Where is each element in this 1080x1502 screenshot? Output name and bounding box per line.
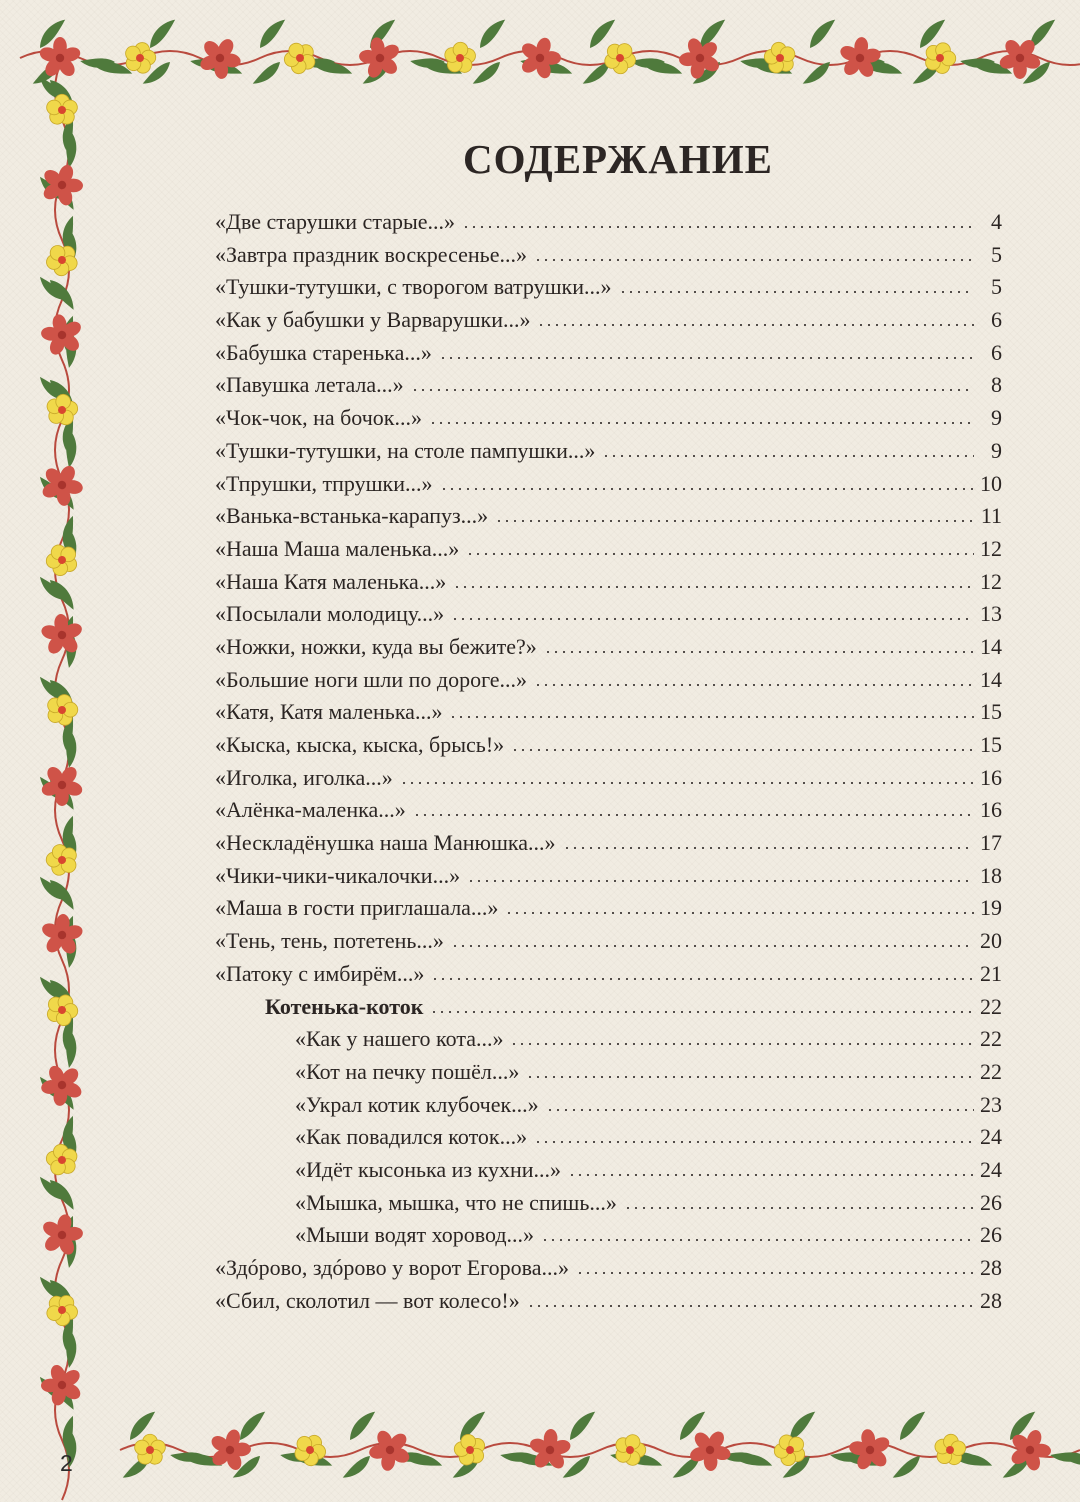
yellow-flower-icon xyxy=(45,94,80,127)
red-flower-icon xyxy=(40,764,84,806)
dot-leader xyxy=(505,912,974,914)
toc-entry xyxy=(215,468,1002,501)
toc-entry xyxy=(215,533,1002,566)
toc-entry-page: 16 xyxy=(980,764,1002,790)
dot-leader xyxy=(400,782,974,784)
toc-entry-title: «Ванька-встанька-карапуз...» xyxy=(215,503,489,529)
leaf-icon xyxy=(249,62,284,86)
leaf-icon xyxy=(799,62,834,86)
toc-entry xyxy=(215,1219,1002,1252)
toc-entry-page: 9 xyxy=(991,437,1002,463)
toc-entry-title: «Украл котик клубочек...» xyxy=(295,1091,539,1117)
dot-leader xyxy=(534,259,974,261)
dot-leader xyxy=(466,553,974,555)
toc-entry-title: «Нескладёнушка наша Манюшка...» xyxy=(215,830,556,856)
toc-entry-title: «Ножки, ножки, куда вы бежите?» xyxy=(215,633,537,659)
red-flower-icon xyxy=(33,1205,91,1264)
dot-leader xyxy=(495,520,974,522)
yellow-flower-icon xyxy=(38,237,86,284)
page-title: СОДЕРЖАНИЕ xyxy=(463,136,773,182)
toc-entry-page: 24 xyxy=(980,1124,1002,1150)
dot-leader xyxy=(602,455,974,457)
leaf-icon xyxy=(563,1410,601,1440)
toc-entry-title: «Мыши водят хоровод...» xyxy=(295,1222,535,1248)
dot-leader xyxy=(541,1239,974,1241)
toc-entry-page: 20 xyxy=(980,928,1002,954)
toc-entry xyxy=(215,729,1002,762)
leaf-icon xyxy=(143,18,181,48)
toc-entry-title: «Чики-чики-чикалочки...» xyxy=(215,862,461,888)
toc-entry-page: 8 xyxy=(991,372,1002,398)
toc-entry xyxy=(215,827,1002,860)
leaf-icon xyxy=(343,1410,381,1440)
toc-section-heading xyxy=(215,991,1002,1024)
red-flower-icon xyxy=(34,1358,90,1413)
toc-entry xyxy=(215,1089,1002,1122)
toc-entry xyxy=(215,696,1002,729)
toc-entry-page: 9 xyxy=(991,405,1002,431)
leaf-icon xyxy=(803,18,841,48)
yellow-flower-icon xyxy=(927,1427,973,1473)
dot-leader xyxy=(546,1109,974,1111)
toc-entry-title: «Две старушки старые...» xyxy=(215,209,456,234)
dot-leader xyxy=(451,945,974,947)
toc-entry xyxy=(215,598,1002,631)
toc-entry-page: 5 xyxy=(991,274,1002,300)
toc-entry-title: «Завтра праздник воскресенье...» xyxy=(215,241,527,267)
yellow-flower-icon xyxy=(42,390,80,430)
toc-entry xyxy=(215,1154,1002,1187)
toc-entry xyxy=(215,958,1002,991)
toc-entry-page: 22 xyxy=(980,1058,1002,1084)
dot-leader xyxy=(534,684,974,686)
dot-leader xyxy=(440,488,975,490)
toc-entry-page: 23 xyxy=(980,1091,1002,1117)
toc-entry-title: «Кот на печку пошёл...» xyxy=(295,1058,520,1084)
toc-entry xyxy=(215,1187,1002,1220)
yellow-flower-icon xyxy=(276,35,324,83)
dot-leader xyxy=(576,1272,974,1274)
toc-entry-page: 14 xyxy=(980,633,1002,659)
toc-entry-page: 4 xyxy=(991,209,1002,234)
toc-entry-page: 26 xyxy=(980,1189,1002,1215)
toc-entry-page: 18 xyxy=(980,862,1002,888)
dot-leader xyxy=(544,651,974,653)
toc-entry-title: «Тпрушки, тпрушки...» xyxy=(215,470,433,496)
toc-entry-page: 16 xyxy=(980,797,1002,823)
toc-entry-page: 5 xyxy=(991,241,1002,267)
dot-leader xyxy=(429,422,974,424)
dot-leader xyxy=(511,749,974,751)
toc-entry-title: «Мышка, мышка, что не спишь...» xyxy=(295,1189,617,1215)
toc-entry-page: 13 xyxy=(980,601,1002,627)
leaf-icon xyxy=(1050,1444,1080,1468)
toc-entry xyxy=(215,566,1002,599)
toc-entry-title: «Иголка, иголка...» xyxy=(215,764,393,790)
toc-entry-title: «Идёт кысонька из кухни...» xyxy=(295,1156,562,1182)
leaf-icon xyxy=(473,18,511,48)
red-flower-icon xyxy=(360,1420,421,1481)
toc-entry xyxy=(215,239,1002,272)
leaf-icon xyxy=(889,1456,924,1480)
dot-leader xyxy=(453,586,974,588)
toc-entry xyxy=(215,337,1002,370)
toc-entry-page: 14 xyxy=(980,666,1002,692)
toc-entry-page: 6 xyxy=(991,307,1002,333)
toc-entry-title: «Тушки-тутушки, на столе пампушки...» xyxy=(215,437,596,463)
red-flower-icon xyxy=(33,305,91,364)
toc-entry-title: «Как у нашего кота...» xyxy=(295,1026,504,1052)
toc-entry xyxy=(215,206,1002,239)
dot-leader xyxy=(439,357,974,359)
leaf-icon xyxy=(339,1456,374,1480)
toc-entry xyxy=(215,1285,1002,1318)
red-flower-icon xyxy=(519,36,561,80)
toc-entry xyxy=(215,271,1002,304)
toc-entry-page: 28 xyxy=(980,1287,1002,1313)
dot-leader xyxy=(413,814,974,816)
toc-entry-title: «Чок-чок, на бочок...» xyxy=(215,405,422,431)
toc-entry-title: Котенька-коток xyxy=(265,993,424,1019)
toc-entry xyxy=(215,631,1002,664)
toc-entry xyxy=(215,1121,1002,1154)
dot-leader xyxy=(411,389,974,391)
toc-entry-title: «Катя, Катя маленька...» xyxy=(215,699,443,725)
toc-entry xyxy=(215,794,1002,827)
toc-entry xyxy=(215,402,1002,435)
toc-entry-title: «Посылали молодицу...» xyxy=(215,601,445,627)
toc-entry-page: 24 xyxy=(980,1156,1002,1182)
leaf-icon xyxy=(559,1456,594,1480)
yellow-flower-icon xyxy=(40,838,84,881)
toc-entry xyxy=(215,500,1002,533)
dot-leader xyxy=(624,1207,974,1209)
toc-entry-title: «Как у бабушки у Варварушки...» xyxy=(215,307,531,333)
dot-leader xyxy=(430,1011,974,1013)
dot-leader xyxy=(462,226,974,228)
dot-leader xyxy=(534,1141,974,1143)
toc-entry-page: 17 xyxy=(980,830,1002,856)
toc-entry xyxy=(215,435,1002,468)
toc-entry-page: 19 xyxy=(980,895,1002,921)
yellow-flower-icon xyxy=(287,1428,333,1474)
toc-entry xyxy=(215,304,1002,337)
toc-entry-page: 12 xyxy=(980,568,1002,594)
toc-entry xyxy=(215,892,1002,925)
dot-leader xyxy=(451,618,974,620)
toc-entry-title: «Тень, тень, потетень...» xyxy=(215,928,444,954)
red-flower-icon xyxy=(840,1420,901,1481)
toc-entry-title: «Сбил, сколотил — вот колесо!» xyxy=(215,1287,520,1313)
page-number: 2 xyxy=(60,1450,73,1476)
toc-entry-title: «Патоку с имбирём...» xyxy=(215,960,425,986)
toc-entry-page: 6 xyxy=(991,339,1002,365)
toc-entry-page: 22 xyxy=(980,1026,1002,1052)
toc-entry-page: 15 xyxy=(980,732,1002,757)
toc-entry-title: «Алёнка-маленка...» xyxy=(215,797,406,823)
leaf-icon xyxy=(893,1410,931,1440)
toc-entry-title: «Наша Маша маленька...» xyxy=(215,535,460,561)
yellow-flower-icon xyxy=(756,34,804,82)
toc-entry-page: 21 xyxy=(980,960,1002,986)
dot-leader xyxy=(563,847,974,849)
toc-entry-page: 26 xyxy=(980,1222,1002,1248)
red-flower-icon xyxy=(32,605,93,666)
dot-leader xyxy=(449,716,974,718)
toc-entry-title: «Здóрово, здóрово у ворот Егорова...» xyxy=(215,1255,569,1280)
toc-entry-title: «Тушки-тутушки, с творогом ватрушки...» xyxy=(215,274,612,300)
dot-leader xyxy=(568,1174,974,1176)
toc-entry-title: «Большие ноги шли по дороге...» xyxy=(215,666,528,692)
leaf-icon xyxy=(253,18,291,48)
toc-entry-title: «Наша Катя маленька...» xyxy=(215,568,447,594)
toc-entry-page: 10 xyxy=(980,470,1002,496)
leaf-icon xyxy=(123,1410,161,1440)
toc-entry xyxy=(215,860,1002,893)
dot-leader xyxy=(619,291,974,293)
toc-entry xyxy=(215,369,1002,402)
toc-entry-title: «Как повадился коток...» xyxy=(295,1124,528,1150)
dot-leader xyxy=(526,1076,974,1078)
toc-entry-page: 11 xyxy=(980,503,1002,529)
table-of-contents xyxy=(215,206,1002,1317)
dot-leader xyxy=(467,880,974,882)
red-flower-icon xyxy=(524,1423,576,1477)
toc-entry xyxy=(215,664,1002,697)
toc-entry-page: 12 xyxy=(980,535,1002,561)
toc-entry-title: «Павушка летала...» xyxy=(215,372,404,398)
toc-entry-title: «Бабушка старенька...» xyxy=(215,339,432,365)
dot-leader xyxy=(431,978,974,980)
red-flower-icon xyxy=(34,158,90,213)
toc-entry xyxy=(215,1023,1002,1056)
toc-entry-page: 15 xyxy=(980,699,1002,725)
toc-entry xyxy=(215,762,1002,795)
toc-entry-page: 28 xyxy=(980,1255,1002,1280)
red-flower-icon xyxy=(32,905,93,966)
red-flower-icon xyxy=(830,29,889,87)
toc-entry-title: «Маша в гости приглашала...» xyxy=(215,895,499,921)
toc-entry xyxy=(215,925,1002,958)
dot-leader xyxy=(527,1305,974,1307)
toc-entry-page: 22 xyxy=(980,993,1002,1019)
dot-leader xyxy=(537,324,974,326)
dot-leader xyxy=(510,1043,974,1045)
red-flower-icon xyxy=(37,1060,86,1111)
toc-entry xyxy=(215,1056,1002,1089)
toc-entry xyxy=(215,1252,1002,1285)
toc-entry-title: «Кыска, кыска, кыска, брысь!» xyxy=(215,732,505,757)
